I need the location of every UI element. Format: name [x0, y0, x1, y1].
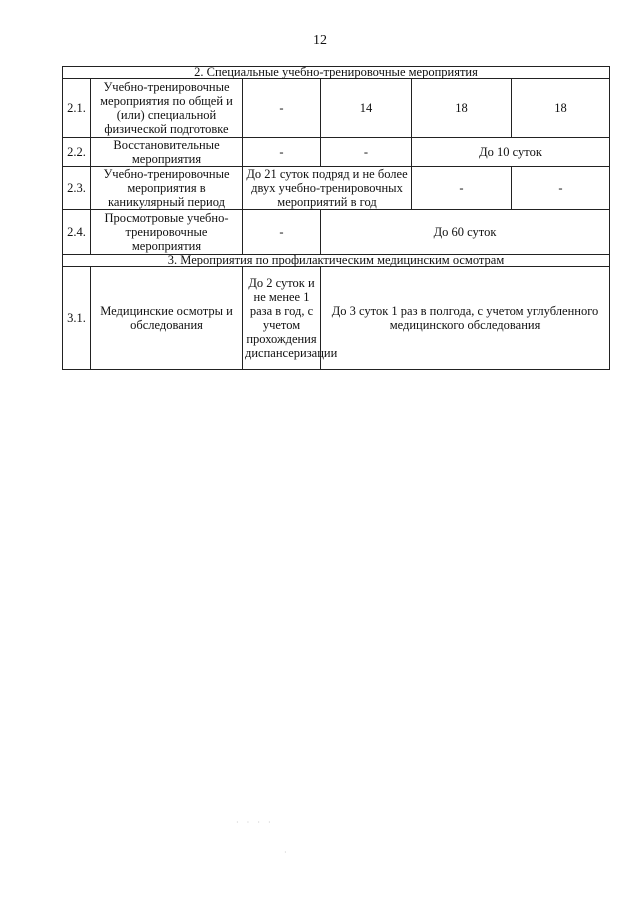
row-value-cell: 18 — [412, 79, 512, 138]
row-value-cell: До 10 суток — [412, 138, 610, 167]
row-value-cell: - — [243, 210, 321, 255]
events-table — [62, 66, 610, 370]
scan-artifact: · · · · — [236, 818, 274, 827]
table-row — [63, 167, 610, 210]
table-row — [63, 267, 610, 370]
table-row — [63, 138, 610, 167]
row-value-cell: - — [243, 138, 321, 167]
row-number: 2.2. — [63, 138, 91, 167]
row-value-cell: До 21 суток подряд и не более двух учебно-тренировочных мероприятий в год — [243, 167, 412, 210]
row-event-name: Медицинские осмотры и обследования — [91, 267, 243, 370]
row-number: 2.1. — [63, 79, 91, 138]
row-value-cell: - — [321, 138, 412, 167]
section-3-title: 3. Мероприятия по профилактическим медицинским осмотрам — [63, 255, 610, 267]
row-event-name: Восстановительные мероприятия — [91, 138, 243, 167]
row-value-cell: До 60 суток — [321, 210, 610, 255]
section-2-title: 2. Специальные учебно-тренировочные мероприятия — [63, 67, 610, 79]
row-value-cell: До 3 суток 1 раз в полгода, с учетом углубленного медицинского обследования — [321, 267, 610, 370]
row-number: 2.3. — [63, 167, 91, 210]
scan-artifact: · — [284, 848, 290, 857]
row-event-name: Учебно-тренировочные мероприятия в каникулярный период — [91, 167, 243, 210]
row-value-cell: 14 — [321, 79, 412, 138]
row-number: 2.4. — [63, 210, 91, 255]
page-number: 12 — [313, 33, 327, 48]
row-value-cell: - — [243, 79, 321, 138]
row-value-cell: 18 — [512, 79, 610, 138]
row-value-cell: - — [412, 167, 512, 210]
row-value-cell: До 2 суток и не менее 1 раза в год, с учетом прохождения диспансеризации — [243, 267, 321, 370]
section-2-header-row — [63, 67, 610, 79]
table-row — [63, 210, 610, 255]
section-3-header-row — [63, 255, 610, 267]
row-number: 3.1. — [63, 267, 91, 370]
row-event-name: Просмотровые учебно-тренировочные мероприятия — [91, 210, 243, 255]
table-row — [63, 79, 610, 138]
row-value-cell: - — [512, 167, 610, 210]
row-event-name: Учебно-тренировочные мероприятия по общей и (или) специальной физической подготовке — [91, 79, 243, 138]
